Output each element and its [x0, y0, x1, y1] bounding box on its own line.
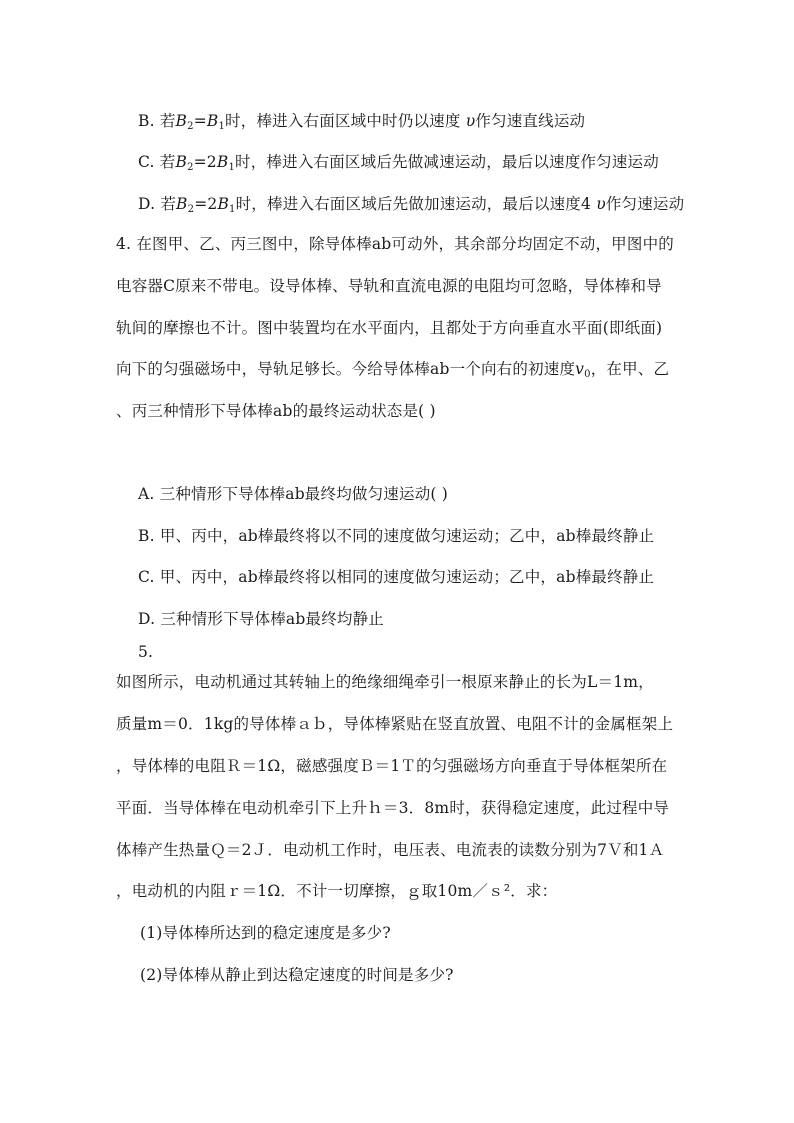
subscript: 1 — [218, 121, 226, 132]
b-symbol: B — [216, 153, 229, 171]
q4-line-3: 轨间的摩擦也不计。图中装置均在水平面内，且都处于方向垂直水平面(即纸面) — [116, 319, 663, 337]
q5-line-3: ，导体棒的电阻Ｒ＝1Ω，磁感强度Ｂ＝1Ｔ的匀强磁场方向垂直于导体框架所在 — [116, 757, 668, 775]
option-tail: 作匀速运动 — [605, 195, 685, 213]
q5-line-1: 如图所示，电动机通过其转轴上的绝缘细绳牵引一根原来静止的长为L＝1m， — [116, 673, 654, 691]
q4-option-d: D. 三种情形下导体棒ab最终均静止 — [138, 610, 384, 628]
q4-line-4 — [116, 359, 669, 385]
q4-option-a: A. 三种情形下导体棒ab最终均做匀速运动( ) — [138, 485, 449, 503]
velocity-symbol: υ — [596, 195, 606, 213]
q5-line-2: 质量m＝0．1kg的导体棒ａｂ，导体棒紧贴在竖直放置、电阻不计的金属框架上 — [116, 715, 674, 733]
q3-option-c — [138, 152, 659, 178]
b-symbol: B — [217, 195, 230, 213]
q4-line-4-tail: ，在甲、乙 — [590, 360, 670, 378]
option-text: 时，棒进入右面区域中时仍以速度 — [225, 112, 466, 130]
q4-line-4-text: 向下的匀强磁场中，导轨足够长。今给导体棒ab一个向右的初速度 — [116, 360, 576, 378]
option-text: 时，棒进入右面区域后先做加速运动，最后以速度4 — [235, 195, 597, 213]
q5-subquestion-1: (1)导体棒所达到的稳定速度是多少? — [140, 924, 391, 942]
q4-option-b: B. 甲、丙中，ab棒最终将以不同的速度做匀速运动；乙中，ab棒最终静止 — [138, 527, 655, 545]
q3-option-b — [138, 111, 585, 137]
q4-line-1: 4. 在图甲、乙、丙三图中，除导体棒ab可动外，其余部分均固定不动，甲图中的 — [116, 235, 674, 253]
q5-number: 5. — [138, 643, 154, 661]
option-prefix: C. 若 — [138, 153, 176, 171]
q4-line-2: 电容器C原来不带电。设导体棒、导轨和直流电源的电阻均可忽略，导体棒和导 — [116, 277, 662, 295]
b-symbol: B — [176, 195, 188, 213]
q5-subquestion-2: (2)导体棒从静止到达稳定速度的时间是多少? — [140, 966, 454, 984]
b-symbol: B — [175, 153, 188, 171]
option-text: 时，棒进入右面区域后先做减速运动，最后以速度 — [235, 153, 581, 171]
subscript: 1 — [229, 204, 236, 215]
q5-line-4: 平面．当导体棒在电动机牵引下上升ｈ＝3．8m时，获得稳定速度，此过程中导 — [116, 799, 670, 817]
subscript: 2 — [187, 121, 194, 132]
q3-option-d — [138, 194, 684, 220]
subscript: 2 — [187, 162, 194, 173]
equals: = — [193, 112, 207, 130]
v0-symbol: v — [575, 360, 585, 378]
option-prefix: D. 若 — [138, 195, 177, 213]
option-tail: 作匀速直线运动 — [475, 112, 586, 130]
b-symbol: B — [175, 112, 188, 130]
option-prefix: B. 若 — [138, 112, 176, 130]
v0-subscript: 0 — [584, 369, 591, 380]
velocity-symbol: υ — [465, 112, 476, 130]
b-symbol: B — [206, 112, 219, 130]
q4-option-c: C. 甲、丙中，ab棒最终将以相同的速度做匀速运动；乙中，ab棒最终静止 — [138, 568, 655, 586]
equals: =2 — [193, 153, 217, 171]
subscript: 2 — [187, 204, 195, 215]
option-tail: 作匀速运动 — [580, 153, 659, 171]
q4-line-5: 、丙三种情形下导体棒ab的最终运动状态是( ) — [116, 402, 436, 420]
q5-line-6: ，电动机的内阻ｒ＝1Ω．不计一切摩擦，ｇ取10m／ｓ²．求： — [116, 882, 558, 900]
equals: =2 — [194, 195, 218, 213]
subscript: 1 — [228, 162, 236, 173]
q5-line-5: 体棒产生热量Ｑ＝2Ｊ．电动机工作时，电压表、电流表的读数分别为7Ｖ和1Ａ — [116, 841, 665, 859]
